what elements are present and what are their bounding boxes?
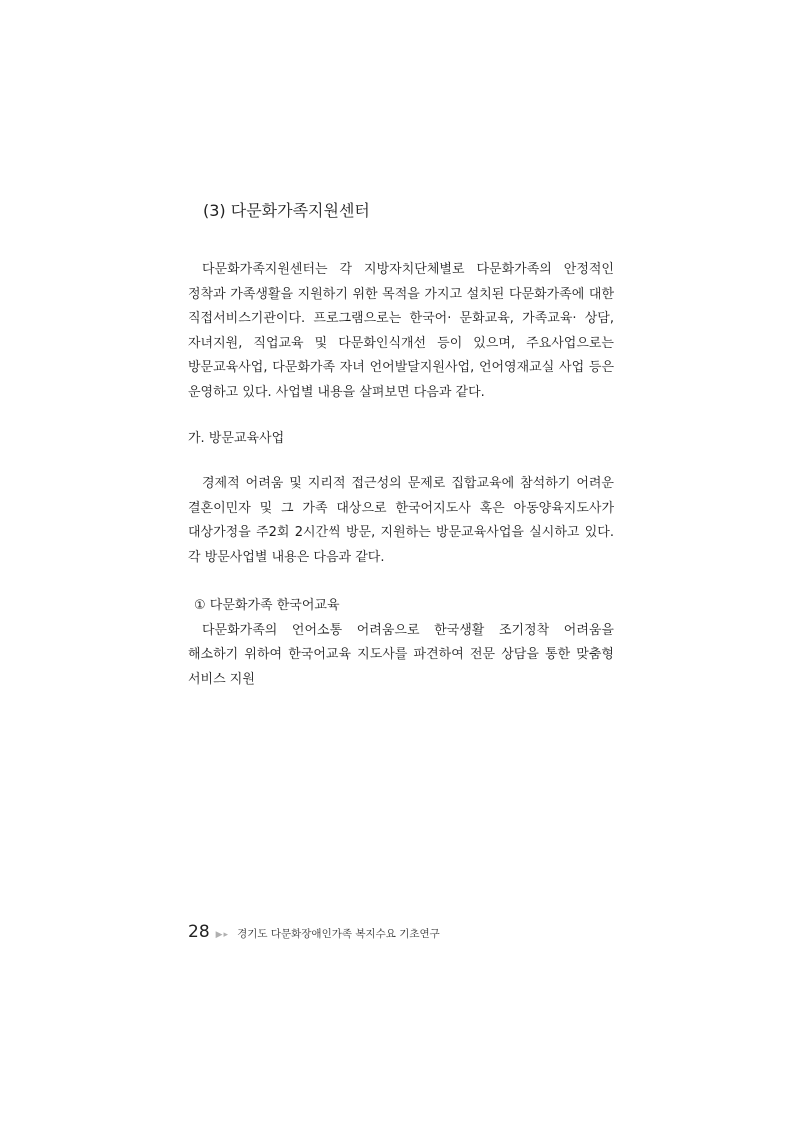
subsection-paragraph: 경제적 어려움 및 지리적 접근성의 문제로 집합교육에 참석하기 어려운 결혼이민자 및 그 가족 대상으로 한국어지도사 혹은 아동양육지도사가 대상가정을 주2회 2시간씩 방문, 지원하는 방문교육사업을 실시하고 있다. 각 방문사업별 내용은 다음과 같다. bbox=[188, 476, 614, 565]
page-footer bbox=[188, 922, 440, 942]
intro-paragraph: 다문화가족지원센터는 각 지방자치단체별로 다문화가족의 안정적인 정착과 가족생활을 지원하기 위한 목적을 가지고 설치된 다문화가족에 대한 직접서비스기관이다. 프로그램으로는 한국어· 문화교육, 가족교육· 상담, 자녀지원, 직업교육 및 다문화인식개선 등이 있으며, 주요사업으로는 방문교육사업, 다문화가족 자녀 언어발달지원사업, 언어영재교실 사업 등은 운영하고 있다. 사업별 내용을 살펴보면 다음과 같다. bbox=[188, 262, 614, 400]
arrow-right-icon: ▶▸ bbox=[215, 930, 230, 940]
list-item-title: ① 다문화가족 한국어교육 bbox=[194, 598, 340, 613]
list-item-body: 다문화가족의 언어소통 어려움으로 한국생활 조기정착 어려움을 해소하기 위하여 한국어교육 지도사를 파견하여 전문 상담을 통한 맞춤형 서비스 지원 bbox=[188, 622, 614, 687]
list-item bbox=[188, 594, 614, 692]
footer-book-title: 경기도 다문화장애인가족 복지수요 기초연구 bbox=[237, 928, 440, 940]
page-number: 28 bbox=[188, 922, 210, 942]
section-title: (3) 다문화가족지원센터 bbox=[203, 201, 370, 220]
subsection-title: 가. 방문교육사업 bbox=[188, 431, 285, 446]
